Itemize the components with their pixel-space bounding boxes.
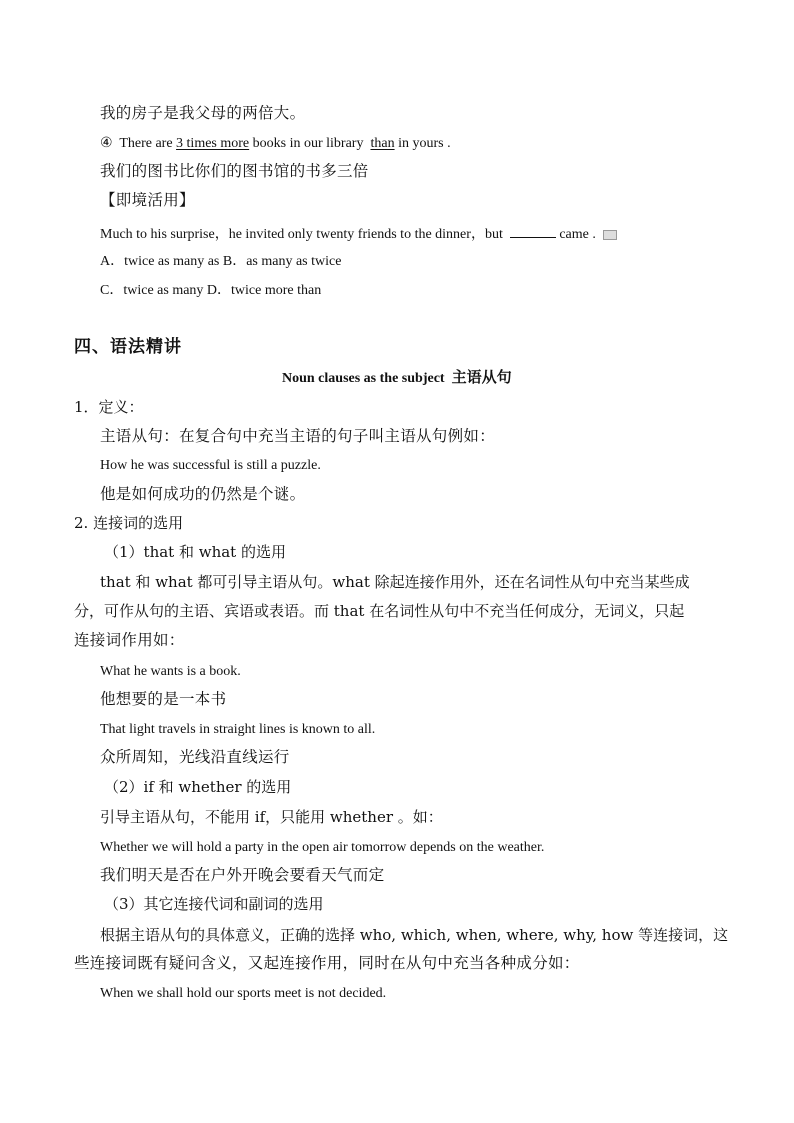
- option-line-ab: A．twice as many as B．as many as twice: [100, 254, 342, 269]
- example-sentence: How he was successful is still a puzzle.: [100, 458, 321, 473]
- example-translation-1: 我的房子是我父母的两倍大。: [100, 104, 306, 122]
- example-translation: 他是如何成功的仍然是个谜。: [100, 485, 306, 503]
- paragraph-line: 引导主语从句，不能用 if，只能用 whether 。如：: [100, 808, 443, 826]
- paragraph-line: 连接词作用如：: [74, 631, 185, 649]
- example-sentence: What he wants is a book.: [100, 664, 241, 679]
- section-label-practice: 【即境活用】: [100, 191, 195, 209]
- underlined-word: than: [370, 136, 395, 151]
- section-heading: 四、语法精讲: [74, 337, 182, 357]
- paragraph-line: 根据主语从句的具体意义，正确的选择 who, which, when, where, why, how 等连接词，这: [100, 926, 729, 944]
- paragraph-line: that 和 what 都可引导主语从句。what 除起连接作用外，还在名词性从句中充当某些成: [100, 573, 690, 591]
- logo-icon: [603, 230, 617, 240]
- example-translation-4: 我们的图书比你们的图书馆的书多三倍: [100, 162, 369, 180]
- subtitle-zh: 主语从句: [451, 368, 512, 386]
- paragraph-line: 分，可作从句的主语、宾语或表语。而 that 在名词性从句中不充当任何成分，无词义，只起: [74, 602, 685, 620]
- paragraph-line: 些连接词既有疑问含义，又起连接作用，同时在从句中充当各种成分如：: [74, 954, 580, 972]
- practice-question: [100, 225, 617, 242]
- definition-text: 主语从句：在复合句中充当主语的句子叫主语从句例如：: [100, 427, 496, 445]
- item-number: ④: [100, 136, 113, 151]
- example-sentence: When we shall hold our sports meet is not decided.: [100, 986, 387, 1001]
- example-translation: 众所周知，光线沿直线运行: [100, 748, 290, 766]
- section-subtitle: [282, 370, 512, 386]
- example-sentence-4: [100, 137, 451, 151]
- point-1-title: 1．定义：: [74, 398, 144, 416]
- question-text: Much to his surprise，he invited only twenty friends to the dinner，but: [100, 227, 503, 242]
- subpoint-3-title: （3）其它连接代词和副词的选用: [104, 895, 324, 913]
- subpoint-2-title: （2）if 和 whether 的选用: [104, 778, 292, 796]
- sentence-part: There are: [119, 136, 173, 151]
- point-2-title: 2. 连接词的选用: [74, 514, 184, 532]
- example-sentence: That light travels in straight lines is known to all.: [100, 722, 376, 737]
- example-translation: 他想要的是一本书: [100, 690, 227, 708]
- example-sentence: Whether we will hold a party in the open air tomorrow depends on the weather.: [100, 840, 545, 855]
- underlined-phrase: 3 times more: [176, 136, 250, 151]
- answer-blank: [510, 225, 556, 238]
- option-line-cd: C．twice as many D．twice more than: [100, 283, 322, 298]
- subpoint-1-title: （1）that 和 what 的选用: [104, 543, 286, 561]
- example-translation: 我们明天是否在户外开晚会要看天气而定: [100, 866, 385, 884]
- question-text-end: came .: [559, 227, 596, 242]
- sentence-part: books in our library: [252, 136, 364, 151]
- sentence-part: in yours .: [398, 136, 451, 151]
- subtitle-en: Noun clauses as the subject: [282, 371, 445, 386]
